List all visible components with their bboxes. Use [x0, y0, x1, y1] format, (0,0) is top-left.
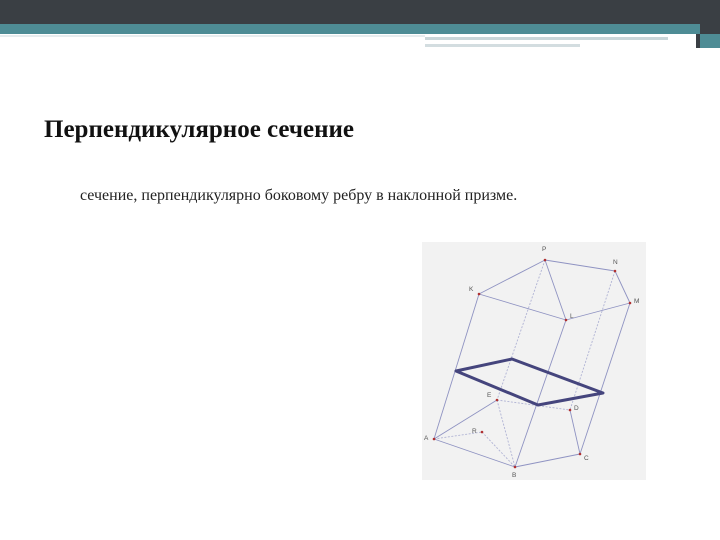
prism-figure	[422, 242, 646, 480]
vertex-point-D	[569, 409, 572, 412]
vertex-points	[433, 259, 632, 469]
vertex-labels	[424, 246, 639, 479]
vertex-point-P	[544, 259, 547, 262]
edge-AB	[434, 439, 515, 467]
edge-EB	[497, 400, 515, 467]
edge-LK	[479, 294, 566, 320]
vertex-label-L: L	[570, 313, 574, 320]
prism-diagram	[422, 242, 646, 480]
header-accent-band	[0, 24, 700, 34]
header-accent-corner	[700, 34, 720, 48]
vertex-label-M: M	[634, 298, 640, 305]
vertex-label-E: E	[487, 392, 492, 399]
edge-BC	[515, 454, 580, 467]
edge-KP	[479, 260, 545, 294]
vertex-label-B: B	[512, 472, 517, 479]
header-rule	[0, 35, 425, 37]
edge-PN	[545, 260, 615, 271]
vertex-label-K: K	[469, 286, 474, 293]
vertex-point-A	[433, 438, 436, 441]
vertex-label-P: P	[542, 246, 547, 253]
perpendicular-section	[456, 359, 603, 405]
header-bar	[0, 0, 720, 24]
vertex-point-B	[514, 466, 517, 469]
header-rule	[425, 37, 668, 40]
vertex-point-R	[481, 431, 484, 434]
edge-LB	[515, 320, 566, 467]
vertex-point-M	[629, 302, 632, 305]
edge-AE	[434, 400, 497, 439]
vertex-label-C: C	[584, 455, 589, 462]
prism-edges	[434, 260, 630, 467]
edge-PL	[545, 260, 566, 320]
edge-MC	[580, 303, 630, 454]
edge-NM	[615, 271, 630, 303]
vertex-label-R: R	[472, 428, 477, 435]
slide-title: Перпендикулярное сечение	[44, 116, 355, 143]
vertex-label-A: A	[424, 435, 429, 442]
vertex-point-C	[579, 453, 582, 456]
vertex-label-N: N	[613, 259, 618, 266]
definition-text: сечение, перпендикулярно боковому ребру в наклонной призме.	[80, 187, 518, 204]
vertex-point-K	[478, 293, 481, 296]
header-rule	[425, 44, 580, 47]
vertex-label-D: D	[574, 405, 579, 412]
vertex-point-N	[614, 270, 617, 273]
edge-ML	[566, 303, 630, 320]
vertex-point-L	[565, 319, 568, 322]
vertex-point-E	[496, 399, 499, 402]
edge-CD	[570, 410, 580, 454]
section-polygon	[456, 359, 603, 405]
